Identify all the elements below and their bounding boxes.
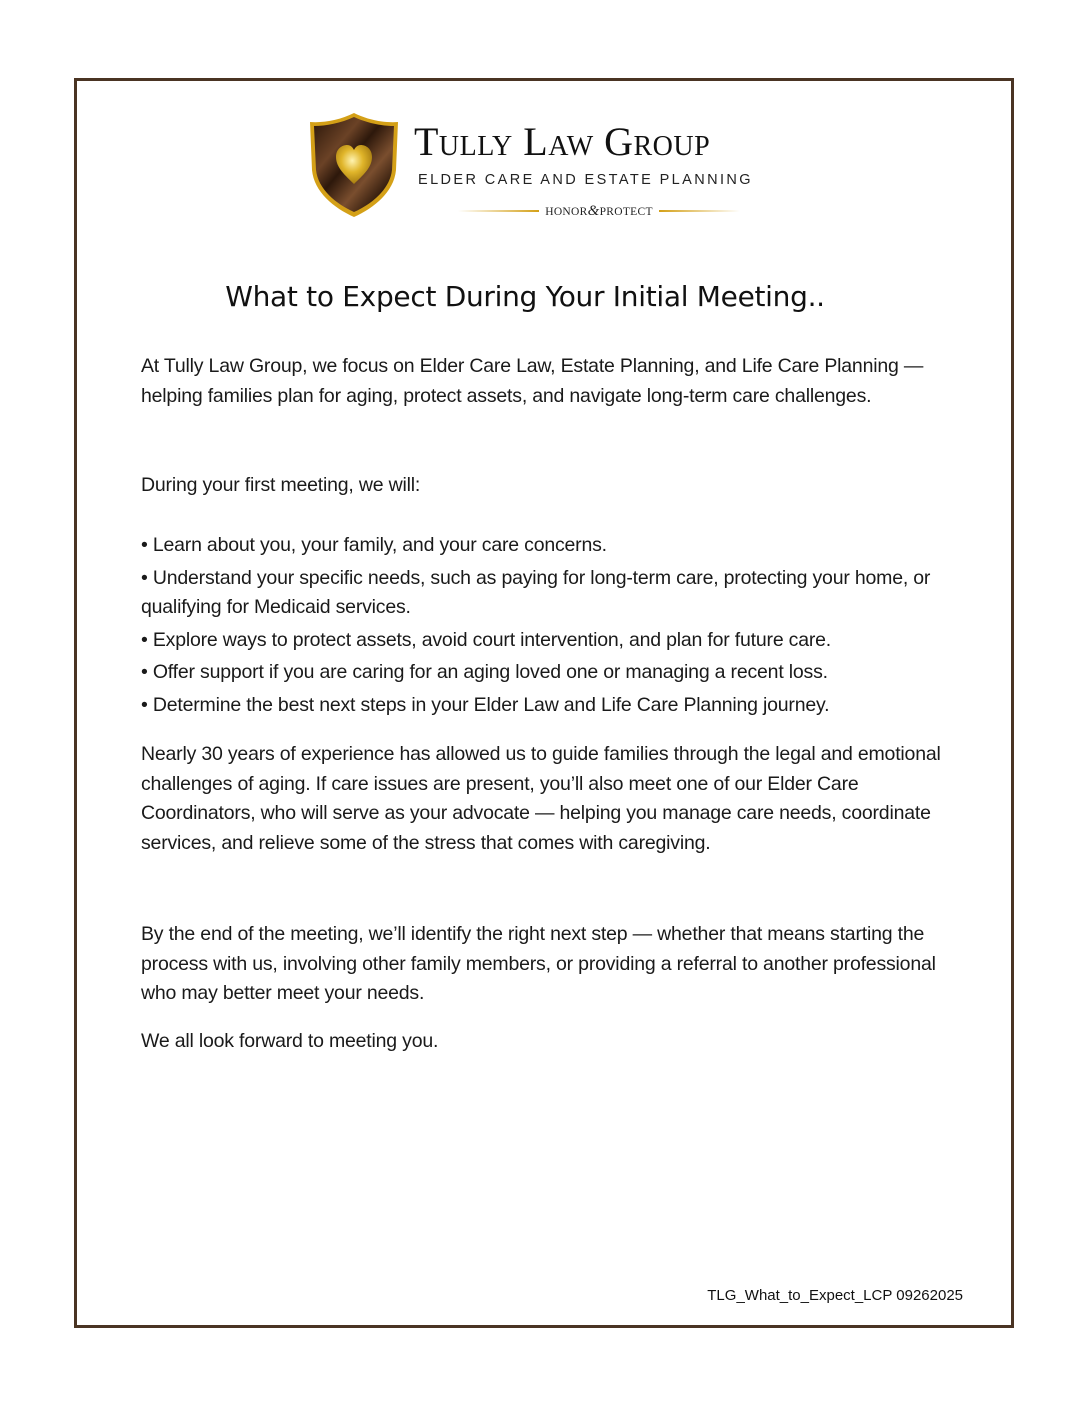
document-code: TLG_What_to_Expect_LCP 09262025	[707, 1287, 963, 1304]
closing-text: We all look forward to meeting you.	[141, 1030, 439, 1052]
motto-text	[539, 203, 659, 220]
list-intro-paragraph	[141, 471, 961, 501]
closing-paragraph	[141, 1027, 961, 1057]
list-item: • Explore ways to protect assets, avoid court intervention, and plan for future care.	[141, 628, 832, 651]
shield-heart-icon	[306, 110, 402, 220]
intro-paragraph	[141, 352, 961, 411]
motto-divider-right	[659, 210, 740, 212]
motto-right: PROTECT	[599, 205, 653, 218]
motto-left: HONOR	[545, 205, 588, 218]
brand-motto	[458, 202, 740, 220]
brand-name: Tully Law Group	[414, 119, 711, 164]
list-item: • Learn about you, your family, and your care concerns.	[141, 534, 607, 556]
list-intro-text: During your first meeting, we will:	[141, 474, 421, 496]
list-item: • Offer support if you are caring for an aging loved one or managing a recent loss.	[141, 661, 828, 683]
list-item: • Determine the best next steps in your Elder Law and Life Care Planning journey.	[141, 693, 830, 716]
list-item: • Understand your specific needs, such as paying for long-term care, protecting your home, or qualifying for Medicaid services.	[141, 566, 931, 618]
experience-paragraph	[141, 740, 961, 858]
next-step-text: By the end of the meeting, we’ll identify the right next step — whether that means starting the process with us, involving other family members, or providing a referral to another professional who may better meet your needs.	[141, 923, 936, 1004]
experience-text: Nearly 30 years of experience has allowed us to guide families through the legal and emotional challenges of aging. If care issues are present, you’ll also meet one of our Elder Care Coordinators, who will serve as your advocate — helping you manage care needs, coordinate services, and relieve some of the stress that comes with caregiving.	[141, 743, 941, 854]
motto-divider-left	[458, 210, 539, 212]
page-title: What to Expect During Your Initial Meeting..	[225, 280, 825, 313]
logo	[306, 110, 786, 222]
next-step-paragraph	[141, 920, 961, 1009]
intro-text: At Tully Law Group, we focus on Elder Care Law, Estate Planning, and Life Care Planning — helping families plan for aging, protect assets, and navigate long-term care challenges.	[141, 355, 924, 407]
meeting-agenda-list	[141, 531, 961, 723]
motto-ampersand: &	[587, 202, 600, 219]
brand-tagline: ELDER CARE AND ESTATE PLANNING	[418, 172, 753, 188]
